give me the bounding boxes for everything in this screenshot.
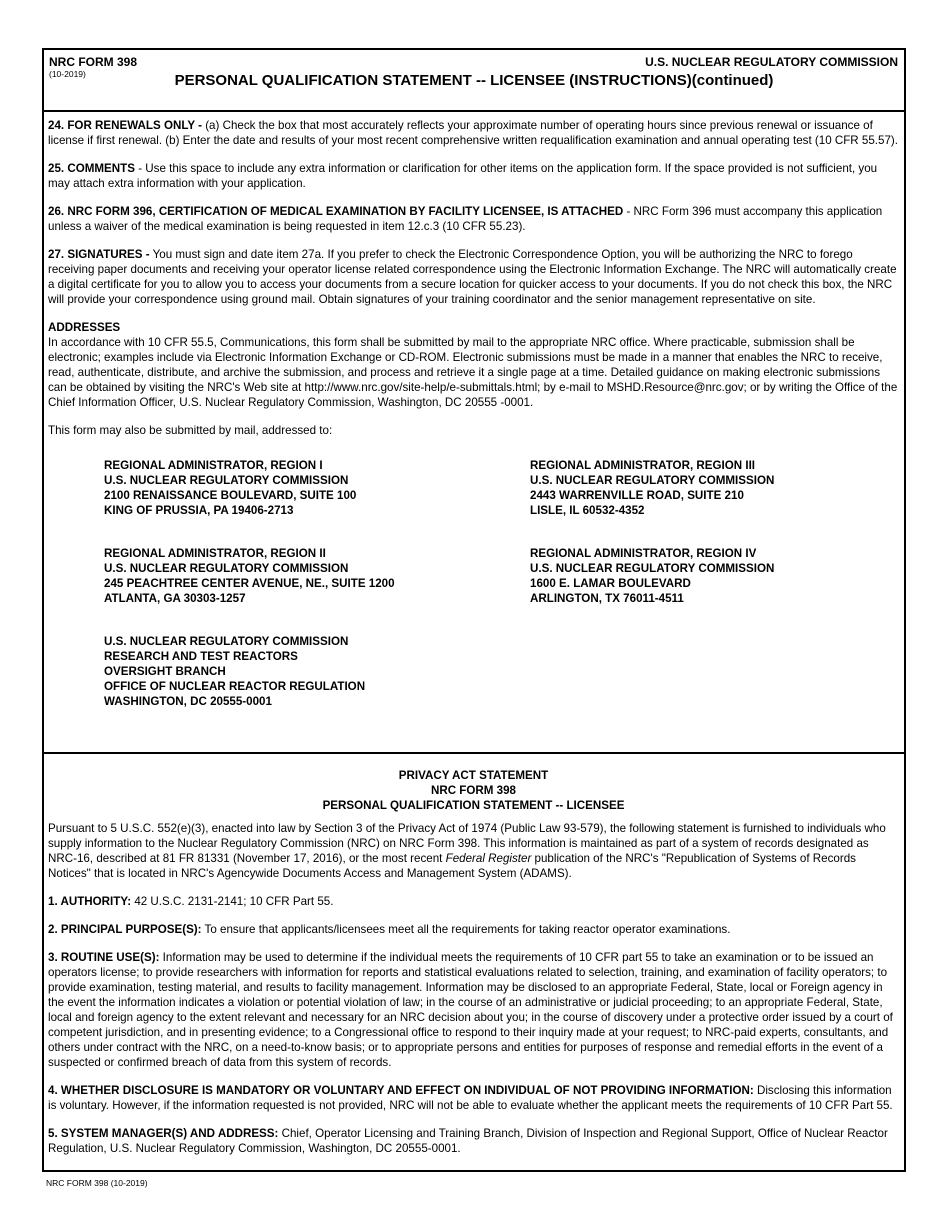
privacy-system-manager (48, 1126, 899, 1156)
privacy-act-section (44, 754, 904, 1156)
address-line: OFFICE OF NUCLEAR REACTOR REGULATION (104, 680, 366, 693)
item-label: 5. SYSTEM MANAGER(S) AND ADDRESS: (48, 1127, 279, 1140)
item-label: 4. WHETHER DISCLOSURE IS MANDATORY OR VOLUNTARY AND EFFECT ON INDIVIDUAL OF NOT PROVIDING INFORMATION: (48, 1084, 754, 1097)
address-line: REGIONAL ADMINISTRATOR, REGION II (104, 547, 326, 560)
addresses-heading: ADDRESSES (48, 321, 121, 334)
address-line: ARLINGTON, TX 76011-4511 (530, 592, 684, 605)
address-line: ATLANTA, GA 30303-1257 (104, 592, 246, 605)
address-line: LISLE, IL 60532-4352 (530, 504, 645, 517)
page-footer: NRC FORM 398 (10-2019) (46, 1178, 148, 1188)
address-region-1 (104, 458, 530, 518)
item-text: Chief, Operator Licensing and Training Branch, Division of Inspection and Regional Support, Office of Nuclear Reactor Regulation, U.S. Nuclear Regulatory Commission, Washington, DC 20555-0001. (48, 1127, 888, 1155)
address-line: WASHINGTON, DC 20555-0001 (104, 695, 272, 708)
item-label: 27. SIGNATURES - (48, 248, 150, 261)
address-list (104, 458, 899, 709)
form-revision: (10-2019) (49, 69, 86, 79)
item-text: To ensure that applicants/licensees meet all the requirements for taking reactor operator examinations. (201, 923, 731, 936)
address-line: REGIONAL ADMINISTRATOR, REGION III (530, 459, 756, 472)
privacy-intro-italic: Federal Register (445, 852, 532, 865)
item-label: 3. ROUTINE USE(S): (48, 951, 160, 964)
privacy-purpose (48, 922, 899, 937)
address-line: 245 PEACHTREE CENTER AVENUE, NE., SUITE 1200 (104, 577, 395, 590)
item-text: (a) Check the box that most accurately reflects your approximate number of operating hours since previous renewal or issuance of license if first renewal. (b) Enter the date and results of your most recent comprehensive written requalification examination and annual operating test (10 CFR 55.57). (48, 119, 899, 147)
instructions-section (44, 112, 904, 754)
address-line: OVERSIGHT BRANCH (104, 665, 226, 678)
address-line: KING OF PRUSSIA, PA 19406-2713 (104, 504, 294, 517)
item-26 (48, 204, 899, 234)
address-region-4 (530, 546, 910, 606)
item-text: - NRC Form 396 must accompany this application unless a waiver of the medical examination is being requested in item 12.c.3 (10 CFR 55.23). (48, 205, 883, 233)
addresses-body: In accordance with 10 CFR 55.5, Communications, this form shall be submitted by mail to the appropriate NRC office. Where practicable, submission shall be electronic; examples include via Electronic Information Exchange or CD-ROM. Electronic submissions must be made in a manner that enables the NRC to receive, read, authenticate, distribute, and archive the submission, and process and retrieve it a single page at a time. Detailed guidance on making electronic submissions can be obtained by visiting the NRC's Web site at http://www.nrc.gov/site-help/e-submittals.html; by e-mail to MSHD.Resource@nrc.gov; or by writing the Office of the Chief Information Officer, U.S. Nuclear Regulatory Commission, Washington, DC 20555 -0001. (48, 336, 898, 409)
item-label: 1. AUTHORITY: (48, 895, 132, 908)
form-frame (42, 48, 906, 1172)
form-header (44, 50, 904, 112)
item-24 (48, 118, 899, 148)
privacy-routine-uses (48, 950, 899, 1070)
privacy-disclosure (48, 1083, 899, 1113)
address-line: U.S. NUCLEAR REGULATORY COMMISSION (104, 474, 349, 487)
privacy-title (48, 768, 899, 813)
item-27 (48, 247, 899, 307)
address-line: 2443 WARRENVILLE ROAD, SUITE 210 (530, 489, 744, 502)
item-label: 25. COMMENTS (48, 162, 135, 175)
item-text: 42 U.S.C. 2131-2141; 10 CFR Part 55. (131, 895, 334, 908)
address-line: U.S. NUCLEAR REGULATORY COMMISSION (104, 635, 349, 648)
privacy-authority (48, 894, 899, 909)
privacy-title-line: PRIVACY ACT STATEMENT (398, 769, 549, 782)
address-line: 2100 RENAISSANCE BOULEVARD, SUITE 100 (104, 489, 357, 502)
item-text: Information may be used to determine if the individual meets the requirements of 10 CFR part 55 to take an examination or to be issued an operators license; to provide researchers with information for reports and statistical evaluations related to selection, training, and examination of facility operators; to provide examination, testing material, and results to facility management. Information may be disclosed to an appropriate Federal, State, local or Foreign agency in the event the information indicates a violation or potential violation of law; in the course of an administrative or judicial proceeding; to an appropriate Federal, State, local and foreign agency to the extent relevant and necessary for an NRC decision about you; in the course of discovery under a protective order issued by a court of competent jurisdiction, and in presenting evidence; to a Congressional office to respond to their inquiry made at your request; to NRC-paid experts, consultants, and others under contract with the NRC, on a need-to-know basis; or to appropriate persons and entities for purposes of response and remedial efforts in the event of a suspected or confirmed breach of data from this system of records. (48, 951, 893, 1069)
privacy-intro (48, 821, 899, 881)
address-region-3 (530, 458, 910, 518)
address-line: 1600 E. LAMAR BOULEVARD (530, 577, 691, 590)
form-id: NRC FORM 398 (49, 55, 138, 69)
address-line: U.S. NUCLEAR REGULATORY COMMISSION (104, 562, 349, 575)
item-label: 2. PRINCIPAL PURPOSE(S): (48, 923, 202, 936)
privacy-intro-text: Pursuant to 5 U.S.C. 552(e)(3), enacted into law by Section 3 of the Privacy Act of 1974 (Public Law 93-579), the following statement is furnished to individuals who supply information to the Nuclear Regulatory Commission (NRC) on NRC Form 398. This information is maintained as part of a system of records designated as NRC-16, described at 81 FR 81331 (November 17, 2016), or the most recent (48, 822, 886, 865)
address-region-2 (104, 546, 530, 606)
address-hq (104, 634, 530, 709)
privacy-title-line: PERSONAL QUALIFICATION STATEMENT -- LICENSEE (322, 799, 625, 812)
agency-name: U.S. NUCLEAR REGULATORY COMMISSION (645, 55, 898, 69)
privacy-intro-text: publication of the NRC's "Republication of Systems of Records Notices" that is located in NRC's Agencywide Documents Access and Management System (ADAMS). (48, 852, 856, 880)
address-line: RESEARCH AND TEST REACTORS (104, 650, 298, 663)
address-line: REGIONAL ADMINISTRATOR, REGION I (104, 459, 323, 472)
item-text: - Use this space to include any extra information or clarification for other items on the application form. If the space provided is not sufficient, you may attach extra information with your application. (48, 162, 878, 190)
address-line: U.S. NUCLEAR REGULATORY COMMISSION (530, 474, 775, 487)
privacy-title-line: NRC FORM 398 (430, 784, 517, 797)
mail-intro: This form may also be submitted by mail, addressed to: (48, 424, 333, 437)
item-25 (48, 161, 899, 191)
item-text: Disclosing this information is voluntary. However, if the information requested is not provided, NRC will not be able to evaluate whether the applicant meets the requirements of 10 CFR Part 55. (48, 1084, 893, 1112)
item-text: You must sign and date item 27a. If you prefer to check the Electronic Correspondence Option, you will be authorizing the NRC to forego receiving paper documents and receiving your operator license related correspondence using the Electronic Information Exchange. The NRC will automatically create a digital certificate for you to allow you to access your documents from a secure location for quicker access to your documents. If you do not check this box, the NRC will provide your correspondence using ground mail. Obtain signatures of your training coordinator and the senior management representative on site. (48, 248, 897, 306)
item-label: 24. FOR RENEWALS ONLY - (48, 119, 202, 132)
address-line: REGIONAL ADMINISTRATOR, REGION IV (530, 547, 757, 560)
address-line: U.S. NUCLEAR REGULATORY COMMISSION (530, 562, 775, 575)
form-title: PERSONAL QUALIFICATION STATEMENT -- LICENSEE (INSTRUCTIONS)(continued) (174, 72, 774, 89)
item-label: 26. NRC FORM 396, CERTIFICATION OF MEDICAL EXAMINATION BY FACILITY LICENSEE, IS ATTACHED (48, 205, 624, 218)
